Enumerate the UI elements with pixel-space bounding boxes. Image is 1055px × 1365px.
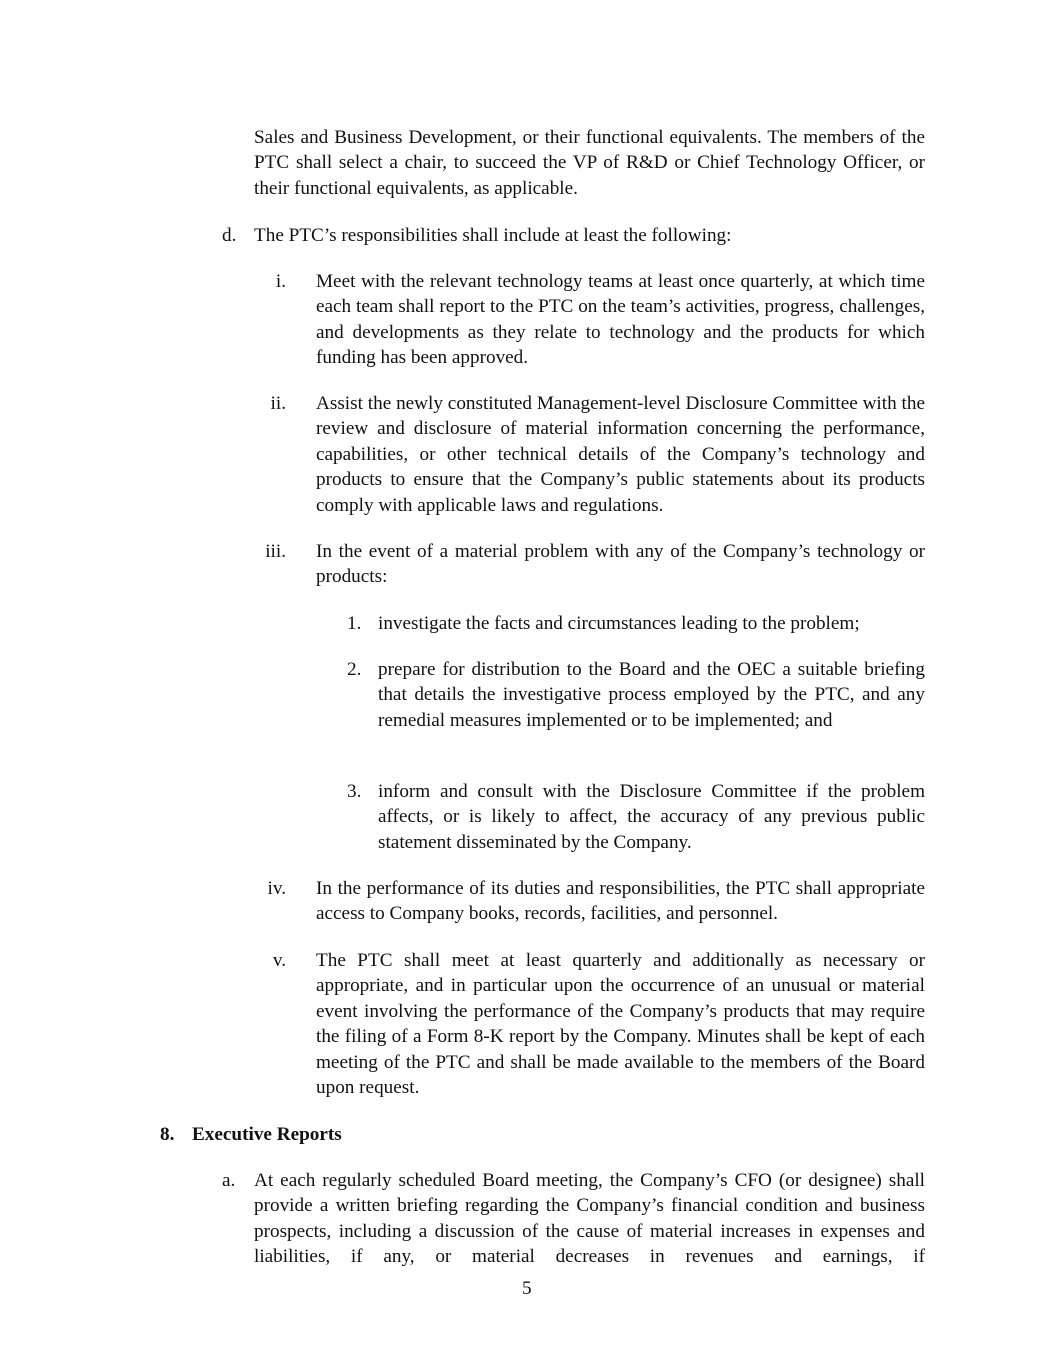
subitem-i-text: Meet with the relevant technology teams at least once quarterly, at which time each team shall report to the PTC on the team’s activities, progress, challenges, and developments as they relate to technology and the products for which funding has been approved. bbox=[316, 271, 925, 369]
subitem-iv-text: In the performance of its duties and responsibilities, the PTC shall appropriate access to Company books, records, facilities, and personnel. bbox=[316, 878, 925, 925]
item-d-label: d. bbox=[222, 225, 237, 246]
subitem-iv-label: iv. bbox=[267, 878, 286, 899]
item-a-text: At each regularly scheduled Board meeting, the Company’s CFO (or designee) shall provide a written briefing regarding the Company’s financial condition and business prospects, including a discussion of the cause of material increases in expenses and liabilities, if any, or material decreases in revenues and earnings, if bbox=[254, 1170, 925, 1268]
subitem-ii-label: ii. bbox=[270, 393, 286, 414]
subitem-v-label: v. bbox=[272, 950, 286, 971]
section-8-number: 8. bbox=[160, 1124, 175, 1145]
item-d-text: The PTC’s responsibilities shall include at least the following: bbox=[254, 225, 732, 246]
intro-paragraph: Sales and Business Development, or their functional equivalents. The members of the PTC shall select a chair, to succeed the VP of R&D or Chief Technology Officer, or their functional equivalents, as applicable. bbox=[254, 127, 925, 199]
section-8-heading: Executive Reports bbox=[192, 1124, 342, 1145]
step-3-label: 3. bbox=[347, 781, 362, 802]
step-3-text: inform and consult with the Disclosure Committee if the problem affects, or is likely to affect, the accuracy of any previous public statement disseminated by the Company. bbox=[378, 781, 925, 853]
step-1-text: investigate the facts and circumstances leading to the problem; bbox=[378, 613, 860, 634]
page-number: 5 bbox=[522, 1278, 532, 1299]
subitem-i-label: i. bbox=[275, 271, 286, 292]
subitem-iii-text: In the event of a material problem with any of the Company’s technology or products: bbox=[316, 541, 925, 588]
subitem-iii-label: iii. bbox=[265, 541, 286, 562]
step-1-label: 1. bbox=[347, 613, 362, 634]
step-2-label: 2. bbox=[347, 659, 362, 680]
item-a-label: a. bbox=[222, 1170, 236, 1191]
step-2-text: prepare for distribution to the Board and the OEC a suitable briefing that details the investigative process employed by the PTC, and any remedial measures implemented or to be implemented; and bbox=[378, 659, 925, 731]
subitem-ii-text: Assist the newly constituted Management-level Disclosure Committee with the review and disclosure of material information concerning the performance, capabilities, or other technical details of the Company’s technology and products to ensure that the Company’s public statements about its products comply with applicable laws and regulations. bbox=[316, 393, 925, 516]
subitem-v-text: The PTC shall meet at least quarterly and additionally as necessary or appropriate, and in particular upon the occurrence of an unusual or material event involving the performance of the Company’s products that may require the filing of a Form 8-K report by the Company. Minutes shall be kept of each meeting of the PTC and shall be made available to the members of the Board upon request. bbox=[316, 950, 925, 1099]
